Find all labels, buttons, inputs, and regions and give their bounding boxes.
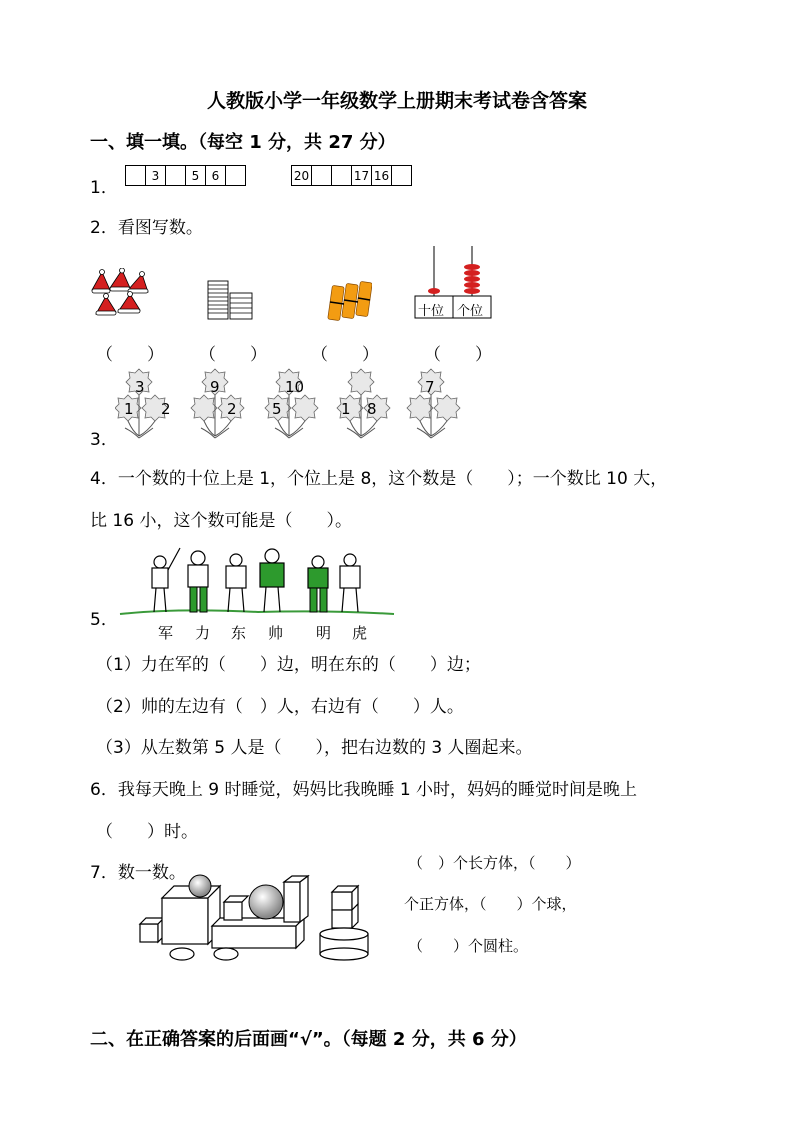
- q2-label: 2．看图写数。: [90, 218, 203, 238]
- flower-1-right: 2: [161, 400, 171, 418]
- name-hu: 虎: [352, 624, 368, 642]
- q5-sub-1: （1）力在军的（ ）边，明在东的（ ）边；: [96, 655, 481, 675]
- q2-blank-1[interactable]: （ ）: [96, 345, 164, 365]
- flower-3-top: 10: [285, 378, 305, 396]
- name-jun: 军: [158, 624, 174, 642]
- abacus-ones-label: 个位: [457, 304, 484, 319]
- q1-cell[interactable]: [331, 165, 352, 186]
- flower-3-left: 5: [272, 400, 282, 418]
- abacus-tens-label: 十位: [418, 304, 445, 319]
- santa-hats-image: [90, 268, 152, 322]
- q2-blank-4[interactable]: （ ）: [424, 345, 492, 365]
- q1-cell: 3: [145, 165, 166, 186]
- q2-blank-2[interactable]: （ ）: [199, 345, 267, 365]
- q7-label: 7．数一数。: [90, 863, 186, 883]
- q1-cell: 16: [371, 165, 392, 186]
- q1-label: 1．: [90, 178, 118, 198]
- q7-line-3: （ ）个圆柱。: [408, 937, 529, 955]
- q5-sub-3: （3）从左数第 5 人是（ ），把右边数的 3 人圈起来。: [96, 738, 533, 758]
- q1-cell: 20: [291, 165, 312, 186]
- page-title: 人教版小学一年级数学上册期末考试卷含答案: [206, 90, 587, 112]
- name-dong: 东: [231, 624, 247, 642]
- flower-4-left: 1: [341, 400, 351, 418]
- q1-number-row-2: [292, 165, 412, 186]
- flower-1-left: 1: [124, 400, 134, 418]
- ten-blocks-image: [206, 279, 254, 321]
- q1-cell[interactable]: [311, 165, 332, 186]
- q4-line-1: 4．一个数的十位上是 1，个位上是 8，这个数是（ ）；一个数比 10 大，: [90, 469, 668, 489]
- solids-image: [136, 872, 372, 964]
- q5-label: 5．: [90, 610, 118, 630]
- flower-5-top: 7: [425, 378, 435, 396]
- flower-2-right: 2: [227, 400, 237, 418]
- children-image: [118, 540, 398, 620]
- q6-line-2: （ ）时。: [96, 822, 198, 842]
- q1-cell: 5: [185, 165, 206, 186]
- flower-1-top: 3: [135, 378, 145, 396]
- q6-line-1: 6．我每天晚上 9 时睡觉，妈妈比我晚睡 1 小时，妈妈的睡觉时间是晚上: [90, 780, 638, 800]
- q7-line-1: （ ）个长方体，（ ）: [408, 854, 581, 872]
- name-ming: 明: [316, 624, 332, 642]
- name-li: 力: [195, 624, 211, 642]
- q1-cell[interactable]: [225, 165, 246, 186]
- stick-bundles-image: [326, 280, 372, 322]
- q1-cell: 6: [205, 165, 226, 186]
- flower-4-right: 8: [367, 400, 377, 418]
- section-2-heading: 二、在正确答案的后面画“√”。（每题 2 分，共 6 分）: [90, 1029, 527, 1050]
- q1-cell[interactable]: [125, 165, 146, 186]
- name-shuai: 帅: [268, 624, 284, 642]
- q1-number-row-1: [126, 165, 246, 186]
- q1-cell[interactable]: [165, 165, 186, 186]
- q3-label: 3．: [90, 430, 118, 450]
- flower-2-top: 9: [210, 378, 220, 396]
- q2-blank-3[interactable]: （ ）: [311, 345, 379, 365]
- q4-line-2: 比 16 小，这个数可能是（ ）。: [90, 511, 352, 531]
- q1-cell: 17: [351, 165, 372, 186]
- q5-sub-2: （2）帅的左边有（ ）人，右边有（ ）人。: [96, 697, 464, 717]
- q1-cell[interactable]: [391, 165, 412, 186]
- q7-line-2: 个正方体，（ ）个球，: [404, 895, 577, 913]
- section-1-heading: 一、填一填。（每空 1 分，共 27 分）: [90, 132, 396, 153]
